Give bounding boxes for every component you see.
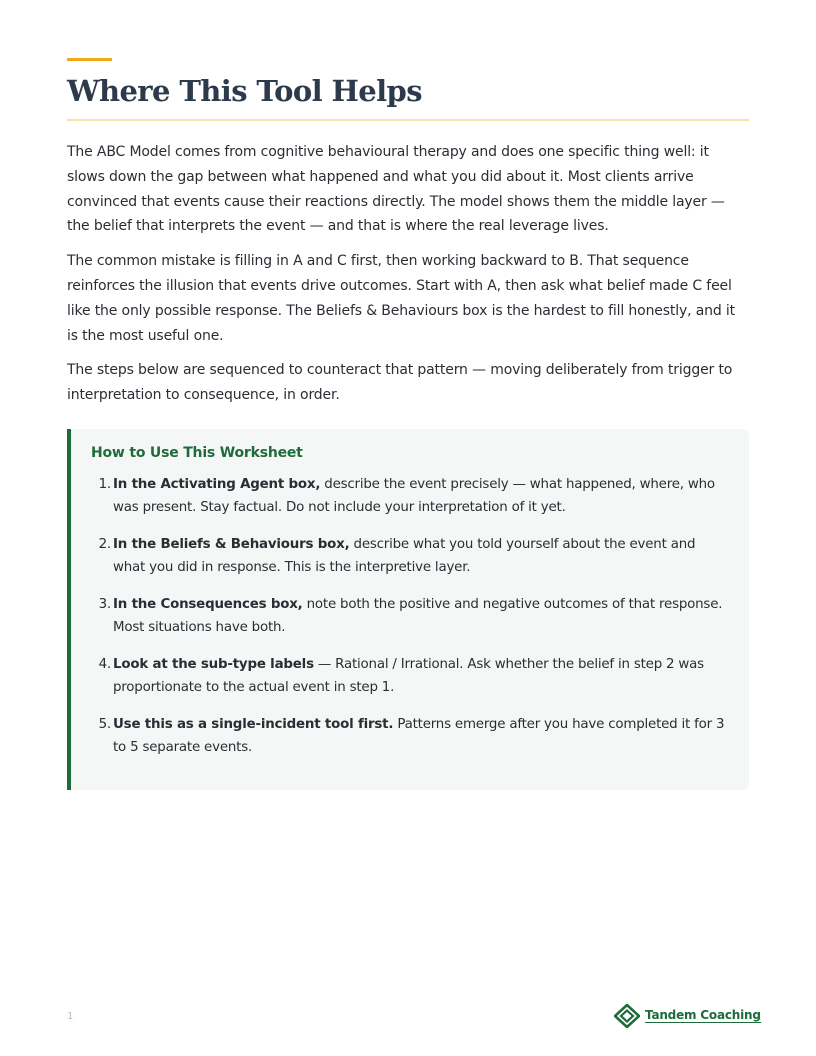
- paragraph: The steps below are sequenced to counteract that pattern — moving deliberately from trigger to interpretation to consequence, in order.: [67, 362, 733, 404]
- step-item: [91, 593, 731, 639]
- step-text: — Rational / Irrational. Ask whether the belief in step 2 was proportionate to the actual event in step 1.: [113, 657, 704, 695]
- how-to-callout: [67, 429, 749, 790]
- step-item: [91, 713, 731, 759]
- step-number: 2.: [98, 537, 111, 552]
- step-lead: In the Beliefs & Behaviours box,: [113, 537, 350, 552]
- paragraph: The common mistake is filling in A and C first, then working backward to B. That sequence reinforces the illusion that events drive outcomes. Start with A, then ask what belief made C feel like the only possible response. The Beliefs & Behaviours box is the hardest to fill honestly, and it is the most useful one.: [67, 253, 735, 344]
- step-lead: Look at the sub-type labels: [113, 657, 314, 672]
- step-lead: In the Activating Agent box,: [113, 477, 321, 492]
- paragraph: The ABC Model comes from cognitive behavioural therapy and does one specific thing well: it slows down the gap between what happened and what you did about it. Most clients arrive convinced that events cause their reactions directly. The model shows them the middle layer — the belief that interprets the event — and that is where the real leverage lives.: [67, 144, 725, 235]
- step-item: [91, 473, 731, 519]
- callout-title: How to Use This Worksheet: [91, 445, 303, 461]
- step-lead: Use this as a single-incident tool first.: [113, 717, 394, 732]
- step-text: note both the positive and negative outcomes of that response. Most situations have both.: [113, 597, 723, 635]
- step-text: describe what you told yourself about the event and what you did in response. This is the interpretive layer.: [113, 537, 696, 575]
- brand-name: Tandem Coaching: [645, 1008, 761, 1022]
- intro-text: [67, 140, 749, 418]
- title-accent-bar: [67, 58, 112, 61]
- step-number: 4.: [98, 657, 111, 672]
- step-number: 3.: [98, 597, 111, 612]
- step-text: Patterns emerge after you have completed it for 3 to 5 separate events.: [113, 717, 725, 755]
- tandem-diamond-icon: [614, 1004, 640, 1028]
- page-title: Where This Tool Helps: [67, 74, 422, 108]
- step-lead: In the Consequences box,: [113, 597, 303, 612]
- step-item: [91, 653, 731, 699]
- page-number: 1: [67, 1011, 74, 1022]
- steps-list: [91, 473, 731, 773]
- step-text: describe the event precisely — what happened, where, who was present. Stay factual. Do not include your interpretation of it yet.: [113, 477, 715, 515]
- step-item: [91, 533, 731, 579]
- step-number: 5.: [98, 717, 111, 732]
- brand-logo: [614, 1004, 761, 1028]
- title-divider: [67, 119, 749, 121]
- step-number: 1.: [98, 477, 111, 492]
